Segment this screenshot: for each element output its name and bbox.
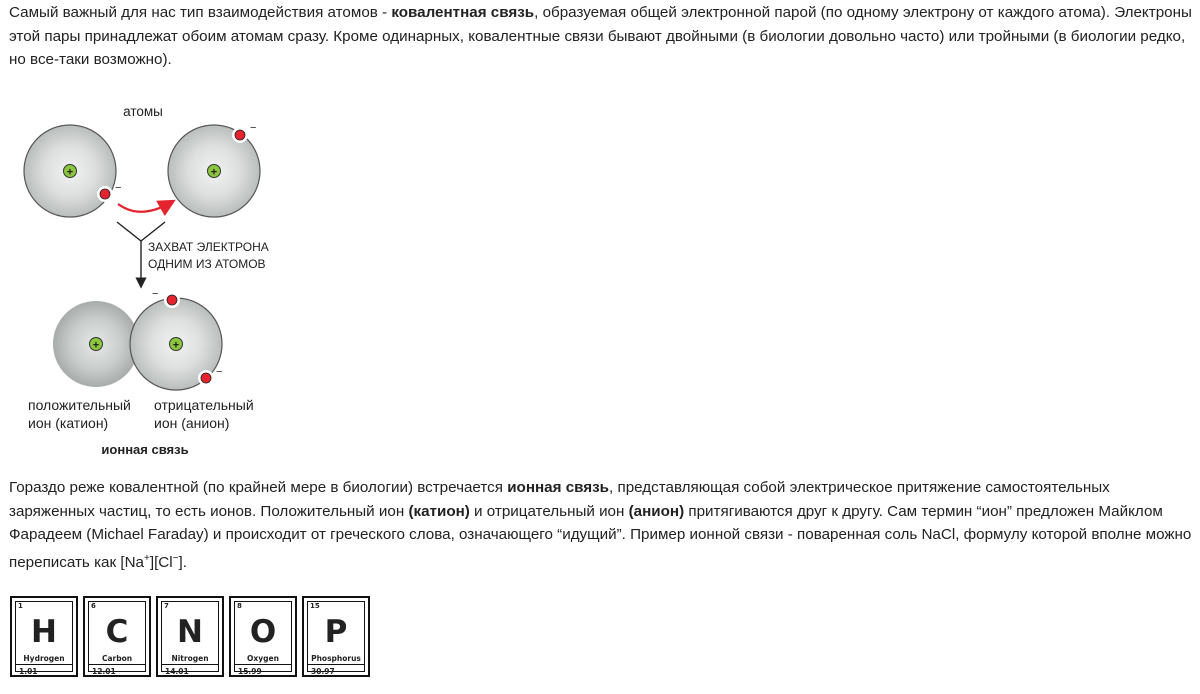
- paragraph-text: Самый важный для нас тип взаимодействия атомов -: [9, 4, 392, 21]
- electron-right: [232, 122, 256, 143]
- atomic-mass: 12.01: [92, 667, 116, 676]
- element-tile-carbon: [83, 596, 151, 677]
- minus-sign: −: [250, 122, 257, 134]
- superscript-plus: +: [144, 552, 150, 564]
- plus-sign: +: [210, 166, 218, 179]
- capture-label-line1: ЗАХВАТ ЭЛЕКТРОНА: [148, 240, 269, 254]
- paragraph-text: , образуемая общей электронной парой (по одному электрону от каждого атома). Электроны этой пары принадлежат обоим атомам сразу. Кроме одинарных, ковалентные связи бывают двойными (в биологии довольно часто) или тройными (в биологии редко, но все-таки возможно).: [9, 4, 1192, 68]
- ionic-bond-paragraph: [9, 476, 1194, 574]
- covalent-bond-paragraph: [9, 1, 1194, 72]
- electron-icon: [235, 130, 245, 140]
- element-symbol: O: [249, 614, 277, 650]
- ionic-bond-term: ионная связь: [507, 479, 610, 496]
- atomic-number: 7: [164, 602, 169, 610]
- minus-sign: −: [216, 366, 223, 378]
- capture-label-line2: ОДНИМ ИЗ АТОМОВ: [148, 257, 266, 271]
- electron-icon: [100, 189, 110, 199]
- paragraph-text: ].: [178, 553, 187, 571]
- plus-sign: +: [92, 339, 100, 352]
- element-name: Carbon: [101, 654, 133, 663]
- electron-icon: [167, 295, 177, 305]
- atomic-mass: 15.99: [238, 667, 262, 676]
- element-symbol: H: [31, 614, 57, 650]
- ionic-bond-diagram: [0, 95, 300, 465]
- element-name: Oxygen: [247, 654, 279, 663]
- cation-term: (катион): [408, 502, 470, 520]
- left-atom: [24, 125, 116, 217]
- plus-sign: +: [172, 339, 180, 352]
- covalent-bond-term: ковалентная связь: [391, 4, 535, 21]
- element-tiles: [10, 596, 370, 677]
- atomic-number: 15: [310, 602, 320, 610]
- atomic-number: 8: [237, 602, 242, 610]
- atomic-number: 1: [18, 602, 23, 610]
- element-name: Hydrogen: [23, 654, 65, 663]
- paragraph-text: притягиваются друг к другу. Сам термин “ион” предложен Майклом Фарадеем (Michael Faraday) и происходит от греческого слова, означающего “идущий”. Пример ионной связи - поваренная соль NaCl, формулу которой вполне можно переписать как [Na: [9, 502, 1192, 571]
- transfer-arrow-icon: [118, 203, 170, 212]
- element-tile-phosphorus: [302, 596, 370, 677]
- paragraph-text: , представляющая собой электрическое притяжение самостоятельных заряженных частиц, то есть ионов. Положительный ион: [9, 479, 1110, 520]
- element-tile-hydrogen: [10, 596, 78, 677]
- element-tile-nitrogen: [156, 596, 224, 677]
- element-tile-oxygen: [229, 596, 297, 677]
- atomic-mass: 1.01: [19, 667, 38, 676]
- plus-sign: +: [66, 166, 74, 179]
- element-symbol: N: [177, 614, 203, 650]
- cation: [53, 301, 139, 387]
- electron-icon: [201, 373, 211, 383]
- element-symbol: C: [105, 614, 129, 650]
- ionic-bond-label: ионная связь: [101, 442, 189, 457]
- element-symbol: P: [324, 614, 348, 650]
- minus-sign: −: [115, 182, 122, 194]
- atomic-number: 6: [91, 602, 96, 610]
- paragraph-text: ][Cl: [149, 553, 173, 571]
- paragraph-text: Гораздо реже ковалентной (по крайней мере в биологии) встречается: [9, 479, 508, 496]
- element-name: Phosphorus: [311, 654, 361, 663]
- anion-label-line1: отрицательный: [154, 397, 254, 413]
- minus-sign: −: [152, 288, 159, 300]
- element-name: Nitrogen: [171, 654, 209, 663]
- atoms-label: атомы: [123, 104, 163, 119]
- anion-label-line2: ион (анион): [154, 415, 230, 431]
- paragraph-text: и отрицательный ион: [469, 502, 629, 520]
- cation-label-line1: положительный: [28, 397, 131, 413]
- atomic-mass: 30.97: [311, 667, 335, 676]
- atomic-mass: 14.01: [165, 667, 189, 676]
- superscript-minus: −: [172, 552, 179, 564]
- anion-term: (анион): [628, 502, 685, 520]
- cation-label-line2: ион (катион): [28, 415, 109, 431]
